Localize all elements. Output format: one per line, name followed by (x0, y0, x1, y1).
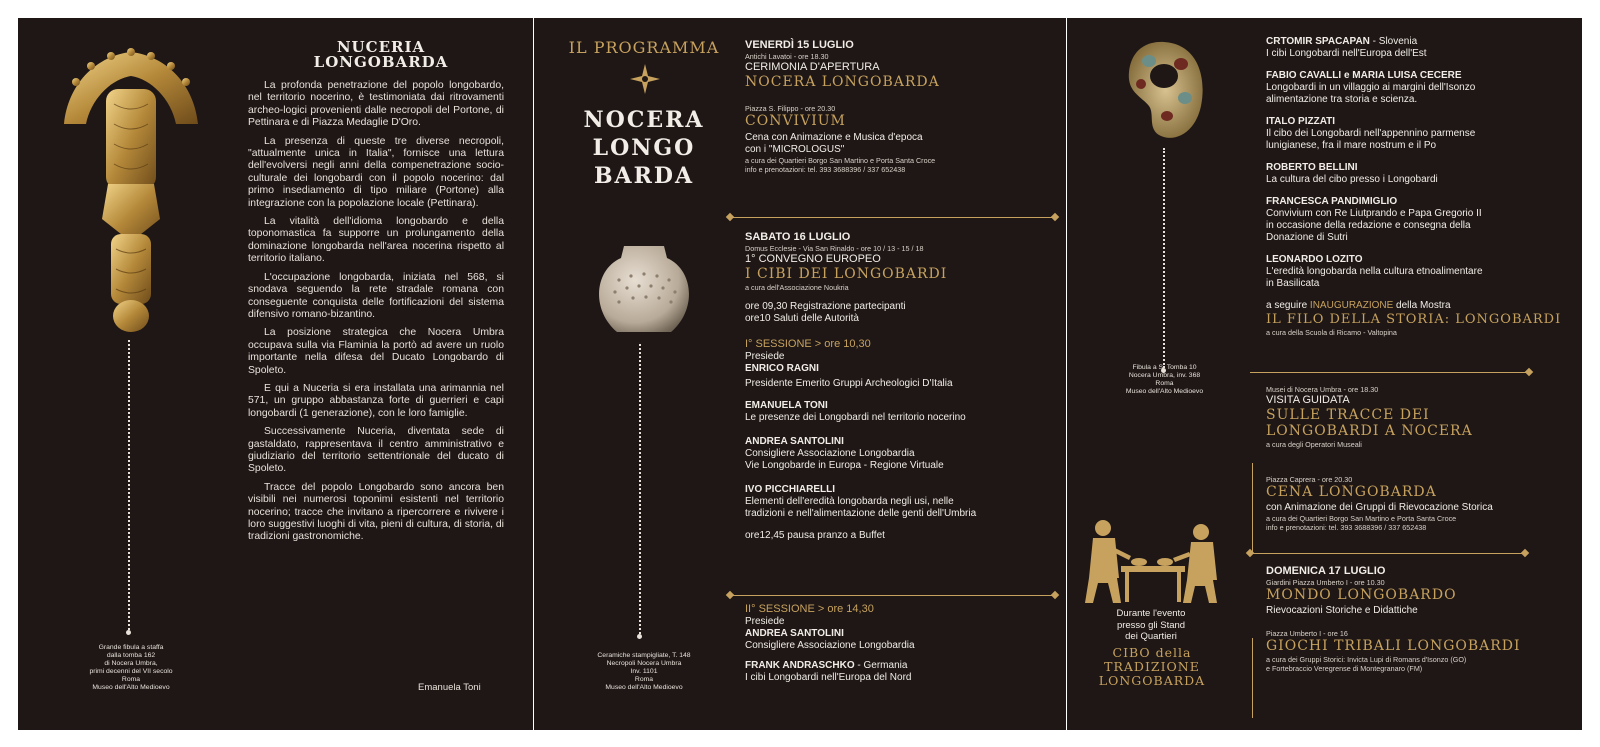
day2-block (745, 231, 1060, 542)
history-title-line: LONGOBARDA (313, 53, 449, 71)
speaker-item (1266, 70, 1566, 106)
schedule-item: ore10 Saluti delle Autorità (745, 313, 859, 324)
history-paragraph: La posizione strategica che Nocera Umbra occupava sulla via Flaminia la portò ad avere un ruolo importante nella difesa del Ducato Longobardo di Spoleto. (248, 327, 504, 376)
speaker-country: - Slovenia (1369, 36, 1418, 47)
lunch-break: ore12,45 pausa pranzo a Buffet (745, 530, 885, 541)
inauguration-post: della Mostra (1393, 300, 1451, 311)
dotted-line (639, 344, 641, 634)
brooch-caption (1112, 364, 1217, 396)
visit-title: SULLE TRACCE DEI (1266, 407, 1430, 423)
separator-diamond (1525, 368, 1533, 376)
speaker-name: CRTOMIR SPACAPAN (1266, 36, 1370, 47)
session2-block (745, 603, 1060, 684)
fibula-image (56, 44, 206, 344)
stand-title (1077, 646, 1227, 688)
feast-illustration-image (1073, 508, 1231, 608)
speaker-item (1266, 162, 1566, 186)
event-logo (574, 106, 714, 190)
caption-line: primi decenni del VII secolo (89, 668, 173, 675)
visit-title: LONGOBARDI A NOCERA (1266, 423, 1473, 439)
speaker-desc: Il cibo dei Longobardi nell'appennino parmense (1266, 128, 1476, 139)
speaker-item (1266, 36, 1566, 60)
day2-event: 1° CONVEGNO EUROPEO (745, 253, 881, 265)
history-paragraph: E qui a Nuceria si era installata una arimannia nel 571, un gruppo abbastanza forte di guerrieri e capi longobardi (1 generazione), con le loro famiglie. (248, 382, 504, 419)
panel-program (534, 18, 1066, 730)
stand-text-line: dei Quartieri (1125, 631, 1177, 642)
speaker-desc: La cultura del cibo presso i Longobardi (1266, 174, 1438, 185)
history-title-line: NUCERIA (336, 38, 426, 56)
vase-caption (589, 652, 699, 692)
speaker-desc: in occasione della redazione e consegna della (1266, 220, 1471, 231)
schedule-item: ore 09,30 Registrazione partecipanti (745, 301, 906, 312)
caption-line: Roma (634, 676, 654, 683)
inauguration-line (1266, 300, 1566, 312)
speaker-name: FABIO CAVALLI e MARIA LUISA CECERE (1266, 70, 1462, 81)
convivium-info: info e prenotazioni: tel. 393 3688396 / 337 652438 (745, 165, 906, 174)
separator-line (1250, 372, 1527, 373)
logo-line: LONGO (592, 135, 696, 161)
caption-line: di Nocera Umbra, (104, 660, 158, 667)
day2-place: Domus Ecclesie - Via San Rinaldo - ore 10 / 13 - 15 / 18 (745, 244, 924, 253)
speaker-desc: I cibi Longobardi nell'Europa del Nord (745, 672, 912, 683)
separator-line (731, 217, 1053, 218)
fibula-caption (76, 644, 186, 692)
panel-history (18, 18, 533, 730)
speaker-desc: L'eredità longobarda nella cultura etnoalimentare (1266, 266, 1483, 277)
dotted-line (1163, 148, 1165, 368)
day1-block (745, 39, 1055, 174)
history-paragraph: La vitalità dell'idioma longobardo e della toponomastica fa supporre un prolungamento della dominazione longobarda nell'area nocerina rispetto al territorio italiano. (248, 216, 504, 265)
convivium-desc: con i "MICROLOGUS" (745, 144, 845, 155)
session2-title: II° SESSIONE > ore 14,30 (745, 603, 874, 615)
history-paragraph: La profonda penetrazione del popolo longobardo, nel territorio nocerino, è testimoniata dai ritrovamenti archeo-logici provenienti dalle necropoli del Portone, di Pettinara e di Piazza Medaglie D'Oro. (248, 80, 504, 129)
star-ornament-icon (630, 64, 660, 94)
speaker-desc: Longobardi in un villaggio ai margini dell'Isonzo (1266, 82, 1476, 93)
speakers-list (1266, 36, 1566, 337)
speaker-desc: Presidente Emerito Gruppi Archeologici D'Italia (745, 378, 953, 389)
presiede-label: Presiede (745, 616, 785, 627)
speaker-desc: Convivium con Re Liutprando e Papa Gregorio II (1266, 208, 1482, 219)
speaker-desc: Consigliere Associazione Longobardia (745, 448, 915, 459)
caption-line: Ceramiche stampigliate, T. 148 (597, 652, 691, 659)
day2-event-title: I CIBI DEI LONGOBARDI (745, 266, 948, 282)
speaker-name: FRANCESCA PANDIMIGLIO (1266, 196, 1398, 207)
caption-line: Necropoli Nocera Umbra (606, 660, 682, 667)
speaker-country: - Germania (854, 660, 908, 671)
exhibition-title: IL FILO DELLA STORIA: LONGOBARDI (1266, 312, 1562, 327)
day3-date: DOMENICA 17 LUGLIO (1266, 565, 1386, 577)
ceramic-vase-image (589, 240, 699, 340)
logo-line: BARDA (593, 163, 695, 189)
panel-program-continued (1067, 18, 1582, 730)
day3-title: MONDO LONGOBARDO (1266, 587, 1457, 603)
session1-title: I° SESSIONE > ore 10,30 (745, 338, 871, 350)
dinner-block (1266, 475, 1566, 532)
speaker-name: ENRICO RAGNI (745, 363, 819, 374)
exhibition-note: a cura della Scuola di Ricamo - Valtopina (1266, 328, 1397, 337)
logo-line: NOCERA (583, 107, 705, 133)
speaker-desc: in Basilicata (1266, 278, 1320, 289)
visit-label: VISITA GUIDATA (1266, 394, 1350, 406)
history-text (248, 80, 504, 550)
dotted-line (128, 340, 130, 630)
dinner-info: info e prenotazioni: tel. 393 3688396 / 337 652438 (1266, 523, 1427, 532)
caption-line: Museo dell'Alto Medioevo (605, 684, 683, 691)
day1-place-2: Piazza S. Filippo - ore 20.30 (745, 104, 836, 113)
day2-note: a cura dell'Associazione Noukria (745, 283, 849, 292)
speaker-desc: Consigliere Associazione Longobardia (745, 640, 915, 651)
speaker-name: LEONARDO LOZITO (1266, 254, 1363, 265)
speaker-name: FRANK ANDRASCHKO (745, 660, 855, 671)
speaker-desc: tradizioni e nell'alimentazione delle genti dell'Umbria (745, 508, 977, 519)
day3-place-2: Piazza Umberto I - ore 16 (1266, 629, 1348, 638)
dinner-title: CENA LONGOBARDA (1266, 484, 1437, 500)
caption-line: Museo dell'Alto Medioevo (1125, 388, 1204, 395)
speaker-desc: Le presenze dei Longobardi nel territorio nocerino (745, 412, 966, 423)
convivium-note: a cura dei Quartieri Borgo San Martino e Porta Santa Croce (745, 156, 936, 165)
stand-title-line: CIBO della (1112, 645, 1192, 660)
presiede-label: Presiede (745, 351, 785, 362)
day3-title-2: GIOCHI TRIBALI LONGOBARDI (1266, 638, 1521, 654)
program-title: IL PROGRAMMA (568, 38, 720, 57)
brooch-image (1119, 36, 1209, 146)
stand-title-line: TRADIZIONE (1104, 659, 1200, 674)
day1-event: CERIMONIA D'APERTURA (745, 61, 880, 73)
stand-text-line: Durante l'evento (1116, 608, 1186, 619)
visit-place: Musei di Nocera Umbra - ore 18.30 (1266, 385, 1379, 394)
inauguration-pre: a seguire (1266, 300, 1310, 311)
speaker-name: EMANUELA TONI (745, 400, 828, 411)
separator-diamond (1051, 591, 1059, 599)
stand-info (1085, 608, 1217, 643)
day1-place: Antichi Lavatoi - ore 18.30 (745, 52, 829, 61)
speaker-item (1266, 254, 1566, 290)
vertical-line (1252, 463, 1253, 553)
dotted-line-end (637, 634, 642, 639)
speaker-desc: I cibi Longobardi nell'Europa dell'Est (1266, 48, 1427, 59)
caption-line: Fibula a S. Tomba 10 (1132, 364, 1197, 371)
stand-text-line: presso gli Stand (1116, 619, 1186, 631)
caption-line: Roma (1155, 380, 1174, 387)
dinner-note: a cura dei Quartieri Borgo San Martino e Porta Santa Croce (1266, 514, 1457, 523)
history-paragraph: L'occupazione longobarda, iniziata nel 568, si snodava seguendo la rete stradale romana con conseguente conquista delle fortificazioni del sistema difensivo romano-bizantino. (248, 271, 504, 320)
speaker-item (1266, 196, 1566, 244)
speaker-item (1266, 116, 1566, 152)
separator-diamond (1051, 213, 1059, 221)
speaker-desc: Vie Longobarde in Europa - Regione Virtuale (745, 460, 944, 471)
speaker-name: ANDREA SANTOLINI (745, 436, 844, 447)
history-paragraph: La presenza di queste tre diverse necropoli, "attualmente unica in Italia", fornisce una lettura dell'evolversi negli anni della compenetrazione socio-culturale dei longobardi con il popolo nocerino: dal primo insediamento di tipo miliare (Portone) alla integrazione con la popolazione locale (Pettinara). (248, 135, 504, 209)
caption-line: Roma (121, 676, 141, 683)
stand-title-line: LONGOBARDA (1098, 673, 1206, 688)
day3-note: a cura dei Gruppi Storici: Invicta Lupi di Romans d'Isonzo (GO) (1266, 655, 1467, 664)
speaker-name: IVO PICCHIARELLI (745, 484, 836, 495)
dinner-desc: con Animazione dei Gruppi di Rievocazione Storica (1266, 502, 1493, 513)
day3-note: e Fortebraccio Veregrense di Montegranaro (FM) (1266, 664, 1423, 673)
separator-line (1251, 553, 1523, 554)
separator-line (731, 595, 1053, 596)
history-paragraph: Tracce del popolo Longobardo sono ancora ben visibili nei numerosi toponimi esistenti nel territorio nocerino; tracce che invitano a ripercorrere e rivivere i loro suggestivi luoghi di vita, pieni di cultura, di storia, di tradizioni gastronomiche. (248, 481, 504, 543)
speaker-desc: Donazione di Sutri (1266, 232, 1348, 243)
convivium-desc: Cena con Animazione e Musica d'epoca (745, 132, 923, 143)
speaker-name: ITALO PIZZATI (1266, 116, 1336, 127)
caption-line: dalla tomba 162 (106, 652, 156, 659)
caption-line: Nocera Umbra, inv. 368 (1128, 372, 1201, 379)
speaker-name: ANDREA SANTOLINI (745, 628, 844, 639)
speaker-desc: alimentazione tra storia e scienza. (1266, 94, 1418, 105)
day3-desc: Rievocazioni Storiche e Didattiche (1266, 605, 1418, 616)
day3-block (1266, 565, 1566, 673)
visit-note: a cura degli Operatori Museali (1266, 440, 1362, 449)
dinner-place: Piazza Caprera - ore 20.30 (1266, 475, 1353, 484)
speaker-name: ROBERTO BELLINI (1266, 162, 1358, 173)
speaker-desc: lunigianese, fra il mare nostrum e il Po (1266, 140, 1437, 151)
caption-line: Museo dell'Alto Medioevo (92, 684, 170, 691)
convivium-title: CONVIVIUM (745, 113, 846, 129)
day3-place: Giardini Piazza Umberto I - ore 10.30 (1266, 578, 1385, 587)
day2-date: SABATO 16 LUGLIO (745, 231, 851, 243)
author-signature: Emanuela Toni (418, 682, 481, 693)
history-title (296, 40, 466, 70)
day1-event-title: NOCERA LONGOBARDA (745, 74, 940, 90)
history-paragraph: Successivamente Nuceria, diventata sede di gastaldato, rappresentava il centro amministrativo e giudiziario del territorio settentrionale del ducato di Spoleto. (248, 426, 504, 475)
visit-block (1266, 385, 1566, 449)
caption-line: Grande fibula a staffa (98, 644, 164, 651)
inauguration-word: INAUGURAZIONE (1309, 300, 1394, 311)
separator-diamond (1521, 549, 1529, 557)
speaker-desc: Elementi dell'eredità longobarda negli usi, nelle (745, 496, 954, 507)
vertical-line (1252, 638, 1253, 718)
caption-line: Inv. 1101 (630, 668, 658, 675)
day1-date: VENERDÌ 15 LUGLIO (745, 39, 854, 51)
dotted-line-end (126, 630, 131, 635)
